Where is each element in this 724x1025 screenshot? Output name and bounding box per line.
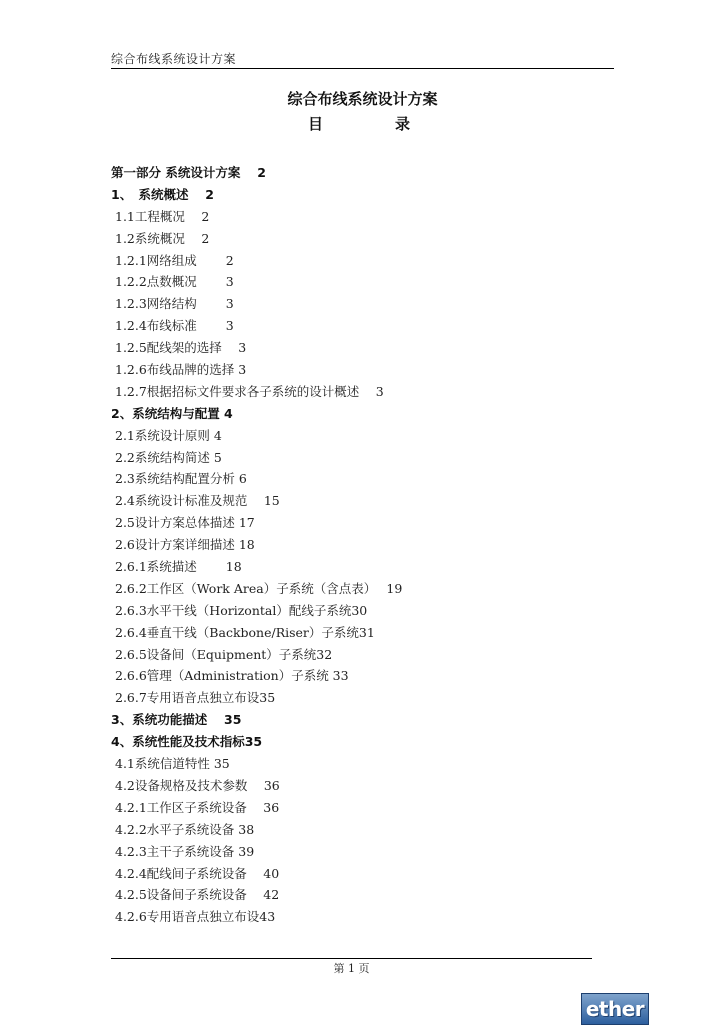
- toc-entry[interactable]: 1.2.5配线架的选择 3: [115, 340, 247, 356]
- ether-logo: [581, 993, 649, 1025]
- toc-heading-right: 录: [395, 115, 411, 133]
- toc-entry[interactable]: 4.2.6专用语音点独立布设43: [115, 909, 276, 925]
- toc-entry[interactable]: 4.2设备规格及技术参数 36: [115, 777, 280, 793]
- toc-entry[interactable]: 2.6.6管理（Administration）子系统 33: [115, 668, 349, 684]
- footer-rule: [111, 958, 592, 959]
- toc-entry[interactable]: 1.2.4布线标准 3: [115, 318, 234, 334]
- toc-entry[interactable]: 3、系统功能描述 35: [111, 712, 242, 728]
- toc-entry[interactable]: 2.6.2工作区（Work Area）子系统（含点表） 19: [115, 580, 403, 596]
- toc-entry[interactable]: 1.2.7根据招标文件要求各子系统的设计概述 3: [115, 383, 384, 399]
- toc-entry[interactable]: 1、 系统概述 2: [111, 186, 214, 202]
- running-header: 综合布线系统设计方案: [111, 52, 237, 66]
- toc-entry[interactable]: 1.2系统概况 2: [115, 230, 210, 246]
- toc-entry[interactable]: 2.5设计方案总体描述 17: [115, 515, 255, 531]
- table-of-contents: [111, 162, 591, 928]
- toc-entry[interactable]: 2、系统结构与配置 4: [111, 405, 233, 421]
- header-rule: [111, 68, 614, 69]
- toc-entry[interactable]: 1.2.1网络组成 2: [115, 252, 234, 268]
- toc-entry[interactable]: 4.2.2水平子系统设备 38: [115, 821, 255, 837]
- toc-heading: [308, 113, 410, 134]
- toc-entry[interactable]: 2.6.7专用语音点独立布设35: [115, 690, 276, 706]
- toc-entry[interactable]: 4.2.1工作区子系统设备 36: [115, 799, 280, 815]
- toc-heading-left: 目: [308, 115, 324, 133]
- toc-entry[interactable]: 2.4系统设计标准及规范 15: [115, 493, 280, 509]
- toc-entry[interactable]: 2.6设计方案详细描述 18: [115, 537, 255, 553]
- toc-entry[interactable]: 第一部分 系统设计方案 2: [111, 165, 266, 180]
- toc-entry[interactable]: 1.1工程概况 2: [115, 208, 210, 224]
- toc-entry[interactable]: 2.6.5设备间（Equipment）子系统32: [115, 646, 333, 662]
- toc-entry[interactable]: 2.6.4垂直干线（Backbone/Riser）子系统31: [115, 624, 375, 640]
- toc-entry[interactable]: 1.2.3网络结构 3: [115, 296, 234, 312]
- toc-entry[interactable]: 2.6.3水平干线（Horizontal）配线子系统30: [115, 602, 368, 618]
- toc-entry[interactable]: 2.2系统结构简述 5: [115, 449, 222, 465]
- toc-entry[interactable]: 4.1系统信道特性 35: [115, 756, 230, 772]
- toc-entry[interactable]: 4.2.3主干子系统设备 39: [115, 843, 255, 859]
- document-title: 综合布线系统设计方案: [287, 90, 438, 108]
- toc-entry[interactable]: 4.2.4配线间子系统设备 40: [115, 865, 280, 881]
- toc-entry[interactable]: 1.2.6布线品牌的选择 3: [115, 362, 247, 378]
- toc-entry[interactable]: 2.6.1系统描述 18: [115, 559, 242, 575]
- toc-entry[interactable]: 2.1系统设计原则 4: [115, 427, 222, 443]
- toc-entry[interactable]: 4、系统性能及技术指标35: [111, 734, 263, 750]
- toc-entry[interactable]: 1.2.2点数概况 3: [115, 274, 234, 290]
- logo-text: ether: [585, 997, 645, 1021]
- page-number: 第 1 页: [333, 962, 370, 975]
- toc-entry[interactable]: 4.2.5设备间子系统设备 42: [115, 887, 280, 903]
- toc-entry[interactable]: 2.3系统结构配置分析 6: [115, 471, 247, 487]
